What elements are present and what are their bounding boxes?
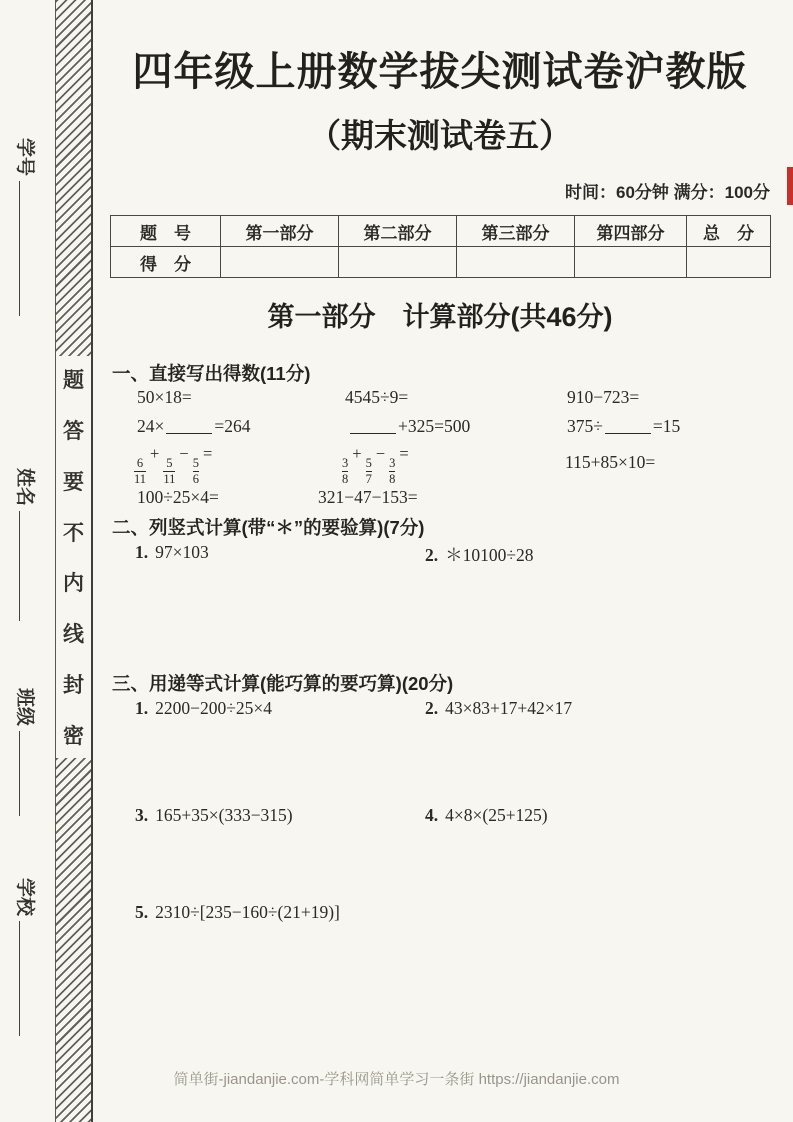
seal-char: 不: [63, 521, 84, 545]
seal-char: 题: [63, 369, 84, 392]
field-class: [13, 688, 40, 816]
field-student-id: [13, 138, 40, 316]
score-table-header-cell: 第一部分: [221, 216, 339, 247]
fraction: [389, 457, 395, 486]
expression: 100÷25×4=: [137, 487, 219, 507]
problem-number: 1.: [135, 542, 149, 562]
field-label: 姓名: [14, 468, 35, 507]
expression: 115+85×10=: [565, 452, 656, 472]
seal-char: 线: [63, 623, 84, 647]
expression-fractions: [133, 444, 215, 486]
score-table-corner-cell: 题 号: [111, 216, 221, 247]
seal-line-strip: [55, 0, 93, 1122]
expression: 50×18=: [137, 387, 192, 407]
numerator: 3: [389, 455, 396, 470]
problem-number: 2.: [425, 545, 439, 565]
problem-expression: 2200−200÷25×4: [155, 698, 272, 718]
expr-text: =15: [652, 416, 681, 436]
problem-expression: 2310÷[235−160÷(21+19)]: [155, 902, 340, 922]
q3-item: [135, 805, 293, 826]
denominator: 6: [192, 472, 199, 486]
denominator: 8: [342, 472, 349, 486]
problem-number: 1.: [135, 698, 149, 718]
fraction: [193, 457, 199, 486]
score-cell: [457, 247, 575, 278]
expression: 4545÷9=: [345, 387, 409, 407]
seal-hatch-top: [56, 0, 91, 356]
score-cell: [221, 247, 339, 278]
fraction: [366, 457, 372, 486]
fraction: [163, 457, 175, 486]
red-edge-mark: [787, 167, 793, 205]
footer-watermark: 简单街-jiandanjie.com-学科网简单学习一条街 https://jiandanjie.com: [173, 1071, 620, 1088]
expression-fill-blank: [348, 416, 470, 437]
score-table-header-cell: 第二部分: [339, 216, 457, 247]
fraction: [342, 457, 348, 486]
numerator: 5: [166, 455, 173, 470]
expression-fill-blank: [567, 416, 680, 437]
denominator: 8: [389, 472, 396, 486]
q3-item: [425, 698, 572, 719]
paper-subtitle: （期末测试卷五）: [308, 117, 572, 154]
expression: 910−723=: [567, 387, 640, 407]
score-table-header-cell: 第三部分: [457, 216, 575, 247]
problem-expression: 43×83+17+42×17: [445, 698, 573, 718]
paper-title: 四年级上册数学拔尖测试卷沪教版: [132, 50, 748, 94]
field-underline: [19, 511, 22, 621]
operator: −: [375, 444, 386, 463]
field-underline: [19, 731, 22, 816]
field-name: [13, 468, 40, 621]
q1-title: 一、直接写出得数(11分): [112, 363, 311, 384]
score-table: [110, 215, 771, 278]
denominator: 7: [365, 472, 372, 486]
score-table-header-cell: 第四部分: [575, 216, 687, 247]
score-cell: [575, 247, 687, 278]
operator: +: [150, 444, 160, 463]
field-label: 学校: [14, 878, 35, 917]
score-table-header-cell: 总 分: [687, 216, 771, 247]
expression-fill-blank: [137, 416, 251, 437]
expression-fractions: [341, 444, 412, 486]
field-label: 学号: [14, 138, 35, 177]
answer-blank: [350, 421, 396, 434]
denominator: 11: [134, 472, 147, 486]
expr-text: 375÷: [567, 416, 603, 436]
problem-number: 5.: [135, 902, 149, 922]
equals-sign: =: [202, 444, 213, 463]
numerator: 5: [365, 455, 372, 470]
q3-title: 三、用递等式计算(能巧算的要巧算)(20分): [112, 673, 454, 694]
problem-number: 3.: [135, 805, 149, 825]
seal-char: 内: [63, 572, 84, 596]
answer-blank: [166, 421, 212, 434]
numerator: 3: [342, 455, 349, 470]
problem-expression: 97×103: [155, 542, 209, 562]
score-label-cell: 得 分: [111, 247, 221, 278]
q2-item: [425, 542, 533, 567]
q2-title: 二、列竖式计算(带“＊”的要验算)(7分): [112, 517, 425, 538]
q3-item: [135, 902, 340, 923]
paper-meta: 时间：60分钟 满分：100分: [565, 183, 770, 202]
expr-text: =264: [214, 416, 251, 436]
problem-number: 2.: [425, 698, 439, 718]
seal-char: 密: [63, 724, 84, 748]
problem-expression: 4×8×(25+125): [445, 805, 548, 825]
numerator: 5: [192, 455, 199, 470]
part1-header: 第一部分 计算部分(共46分): [267, 302, 613, 332]
problem-number: 4.: [425, 805, 439, 825]
expression: 321−47−153=: [318, 487, 418, 507]
expr-text: 24×: [137, 416, 165, 436]
field-school: [13, 878, 40, 1036]
seal-char: 封: [63, 674, 84, 698]
field-label: 班级: [14, 688, 35, 727]
score-table-score-row: [111, 247, 771, 278]
q3-item: [425, 805, 548, 826]
seal-char: 答: [63, 419, 84, 443]
problem-expression: ＊10100÷28: [445, 545, 534, 565]
seal-vertical-text: [56, 356, 91, 758]
numerator: 6: [136, 455, 144, 470]
score-table-header-row: [111, 216, 771, 247]
equals-sign: =: [399, 444, 409, 463]
score-cell: [687, 247, 771, 278]
q2-item: [135, 542, 209, 563]
expr-text: +325=500: [398, 416, 471, 436]
operator: +: [352, 444, 362, 463]
field-underline: [19, 181, 22, 316]
seal-char: 要: [63, 470, 84, 494]
answer-blank: [605, 421, 651, 434]
q3-item: [135, 698, 272, 719]
field-underline: [19, 921, 22, 1036]
score-cell: [339, 247, 457, 278]
denominator: 11: [163, 472, 176, 486]
operator: −: [179, 444, 189, 463]
fraction: [134, 457, 146, 486]
problem-expression: 165+35×(333−315): [155, 805, 293, 825]
